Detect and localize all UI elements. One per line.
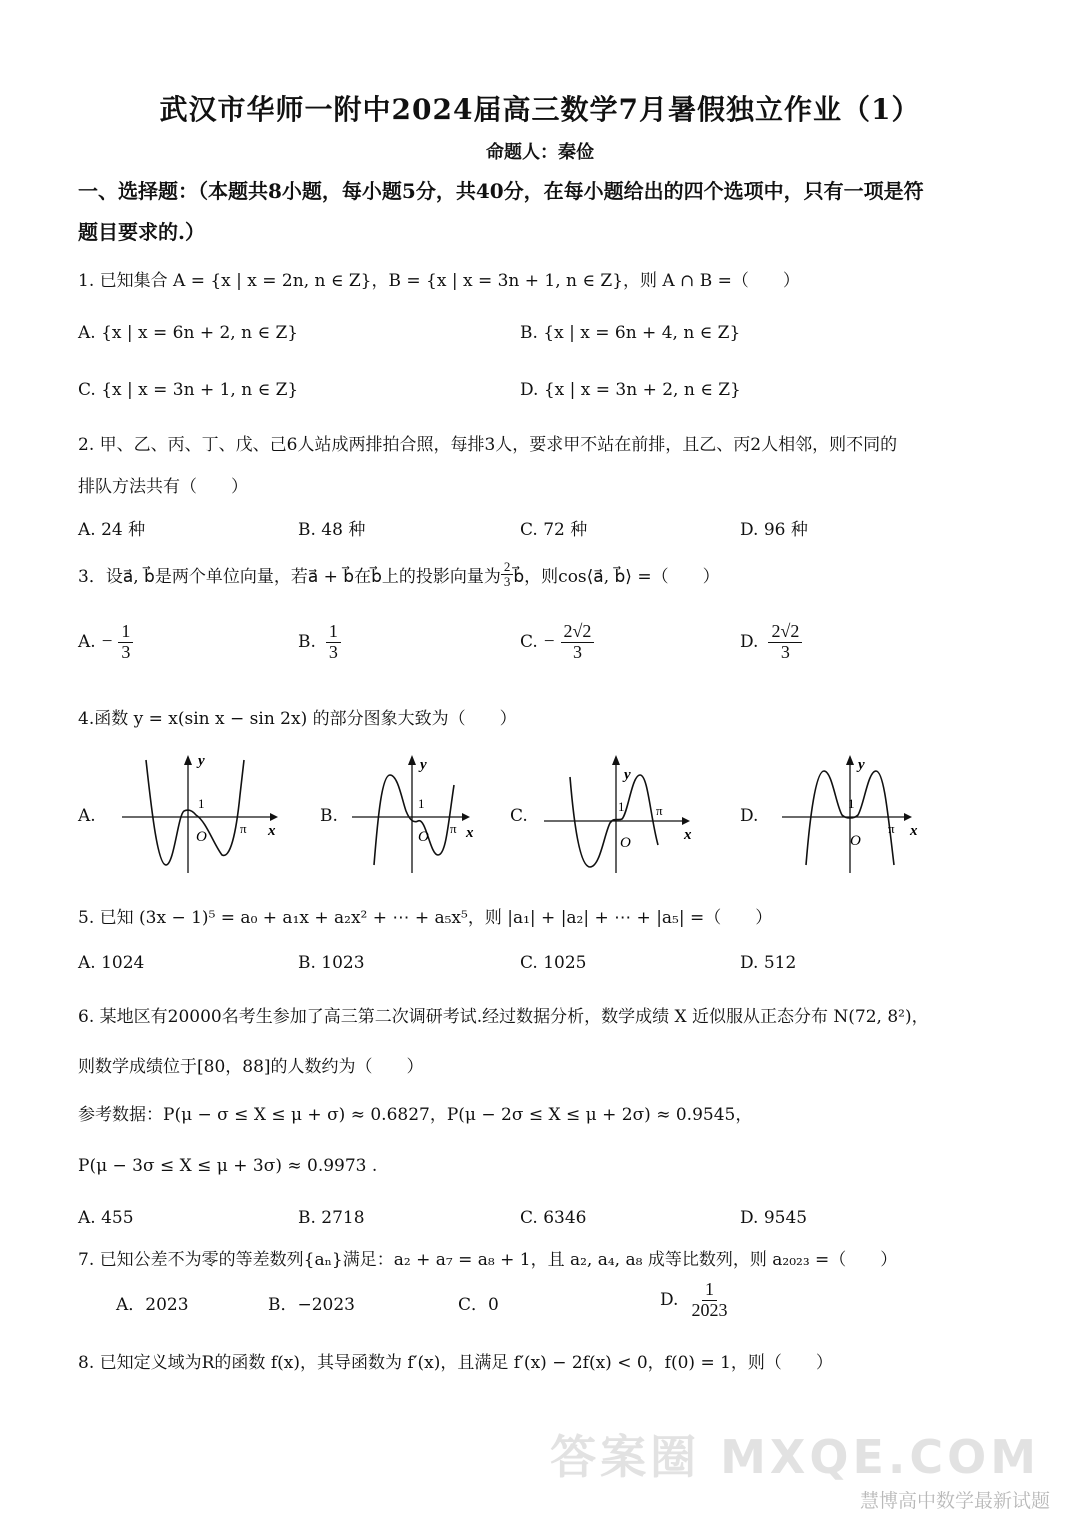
q8-stem: 8. 已知定义域为R的函数 f(x)，其导函数为 f′(x)，且满足 f′(x) − 2f(x) < 0，f(0) = 1，则（ ） <box>78 1353 833 1373</box>
q6-reference-line2: P(μ − 3σ ≤ X ≤ μ + 3σ) ≈ 0.9973 . <box>78 1156 378 1176</box>
section-heading-line2: 题目要求的.） <box>78 220 205 244</box>
svg-text:y: y <box>624 767 631 783</box>
q6-reference-line1: 参考数据：P(μ − σ ≤ X ≤ μ + σ) ≈ 0.6827，P(μ − 2σ ≤ X ≤ μ + 2σ) ≈ 0.9545， <box>78 1105 753 1125</box>
q5-option-b: B. 1023 <box>298 953 365 973</box>
q3-frac-den: 3 <box>503 574 511 590</box>
q6-stem-line1: 6. 某地区有20000名考生参加了高三第二次调研考试.经过数据分析，数学成绩 X 近似服从正态分布 N(72, 8²)， <box>78 1007 929 1027</box>
q3-option-b: B. $\frac{1}{3}$ <box>298 622 341 663</box>
q4-option-b-label: B. <box>320 806 338 826</box>
q5-option-c: C. 1025 <box>520 953 587 973</box>
q4a-y-label: y <box>198 755 205 769</box>
q3-frac-num: 2 <box>501 560 514 575</box>
q1-option-a: A. {x | x = 6n + 2, n ∈ Z} <box>78 323 299 343</box>
q5-stem: 5. 已知 (3x − 1)⁵ = a₀ + a₁x + a₂x² + ⋯ + a₅x⁵，则 |a₁| + |a₂| + ⋯ + |a₅| =（ ） <box>78 908 773 928</box>
q1-option-c: C. {x | x = 3n + 1, n ∈ Z} <box>78 380 299 400</box>
q7-stem: 7. 已知公差不为零的等差数列{aₙ}满足：a₂ + a₇ = a₈ + 1，且 a₂, a₄, a₈ 成等比数列，则 a₂₀₂₃ =（ ） <box>78 1250 898 1270</box>
q6-option-d: D. 9545 <box>740 1208 808 1228</box>
q4-graph-d <box>778 755 928 875</box>
svg-text:1: 1 <box>618 799 625 814</box>
section-heading-line1: 一、选择题：（本题共8小题，每小题5分，共40分，在每小题给出的四个选项中，只有一项是符 <box>78 179 924 203</box>
q4-option-c-label: C. <box>510 806 528 826</box>
q3-option-d: D. $\frac{2√2}{3}$ <box>740 622 802 663</box>
q3-stem-part2: b⃗，则cos⟨a⃗, b⃗⟩ =（ ） <box>513 567 720 588</box>
svg-text:x: x <box>684 827 692 843</box>
q2-option-b: B. 48 种 <box>298 520 366 540</box>
q5-option-d: D. 512 <box>740 953 797 973</box>
q3-option-a: A. − $\frac{1}{3}$ <box>78 622 133 663</box>
q4-stem: 4.函数 y = x(sin x − sin 2x) 的部分图象大致为（ ） <box>78 709 517 729</box>
q5-option-a: A. 1024 <box>78 953 145 973</box>
svg-text:π: π <box>450 821 457 836</box>
watermark-logo: 答案圈 MXQE.COM <box>550 1430 1040 1484</box>
svg-text:1: 1 <box>848 796 855 811</box>
svg-text:y: y <box>420 757 427 773</box>
q1-option-d: D. {x | x = 3n + 2, n ∈ Z} <box>520 380 741 400</box>
author-line: 命题人：秦俭 <box>486 142 594 163</box>
svg-text:O: O <box>418 829 429 845</box>
q7-option-b: B．−2023 <box>268 1295 356 1315</box>
q6-option-c: C. 6346 <box>520 1208 587 1228</box>
q4-option-a-label: A. <box>78 806 96 826</box>
q7-option-c: C．0 <box>458 1295 499 1315</box>
svg-text:x: x <box>910 823 918 839</box>
q6-stem-line2: 则数学成绩位于[80，88]的人数约为（ ） <box>78 1057 424 1077</box>
svg-text:O: O <box>196 829 207 845</box>
svg-text:π: π <box>240 821 247 836</box>
q4-option-d-label: D. <box>740 806 759 826</box>
svg-text:π: π <box>888 821 895 836</box>
q2-option-c: C. 72 种 <box>520 520 588 540</box>
page-title: 武汉市华师一附中2024届高三数学7月暑假独立作业（1） <box>159 93 921 126</box>
q2-stem-line1: 2. 甲、乙、丙、丁、戊、己6人站成两排拍合照，每排3人，要求甲不站在前排，且乙、丙2人相邻，则不同的 <box>78 435 898 455</box>
q2-option-a: A. 24 种 <box>78 520 146 540</box>
q2-option-d: D. 96 种 <box>740 520 808 540</box>
q2-stem-line2: 排队方法共有（ ） <box>78 477 248 497</box>
svg-text:x: x <box>466 825 474 841</box>
q7-option-d: D. $\frac{1}{2023}$ <box>660 1279 728 1320</box>
q6-option-b: B. 2718 <box>298 1208 365 1228</box>
q3-stem <box>78 560 720 590</box>
q6-option-a: A. 455 <box>78 1208 134 1228</box>
q1-option-b: B. {x | x = 6n + 4, n ∈ Z} <box>520 323 741 343</box>
svg-text:O: O <box>620 835 631 851</box>
svg-text:1: 1 <box>418 796 425 811</box>
q4-graph-b <box>350 755 480 875</box>
svg-text:π: π <box>656 803 663 818</box>
q1-stem: 1. 已知集合 A = {x | x = 2n, n ∈ Z}，B = {x | x = 3n + 1, n ∈ Z}，则 A ∩ B =（ ） <box>78 271 800 291</box>
q4-graph-a <box>118 755 288 875</box>
q3-frac <box>501 560 514 590</box>
q4-graph-c <box>540 755 700 875</box>
q3-stem-part1: 3．设a⃗, b⃗是两个单位向量，若a⃗ + b⃗在b⃗上的投影向量为 <box>78 567 501 588</box>
svg-text:1: 1 <box>198 796 205 811</box>
svg-text:x: x <box>268 823 276 839</box>
watermark-text: 慧博高中数学最新试题 <box>859 1490 1050 1512</box>
svg-text:O: O <box>850 833 861 849</box>
q3-option-c: C. − $\frac{2√2}{3}$ <box>520 622 594 663</box>
svg-text:y: y <box>858 757 865 773</box>
q7-option-a: A．2023 <box>116 1295 189 1315</box>
